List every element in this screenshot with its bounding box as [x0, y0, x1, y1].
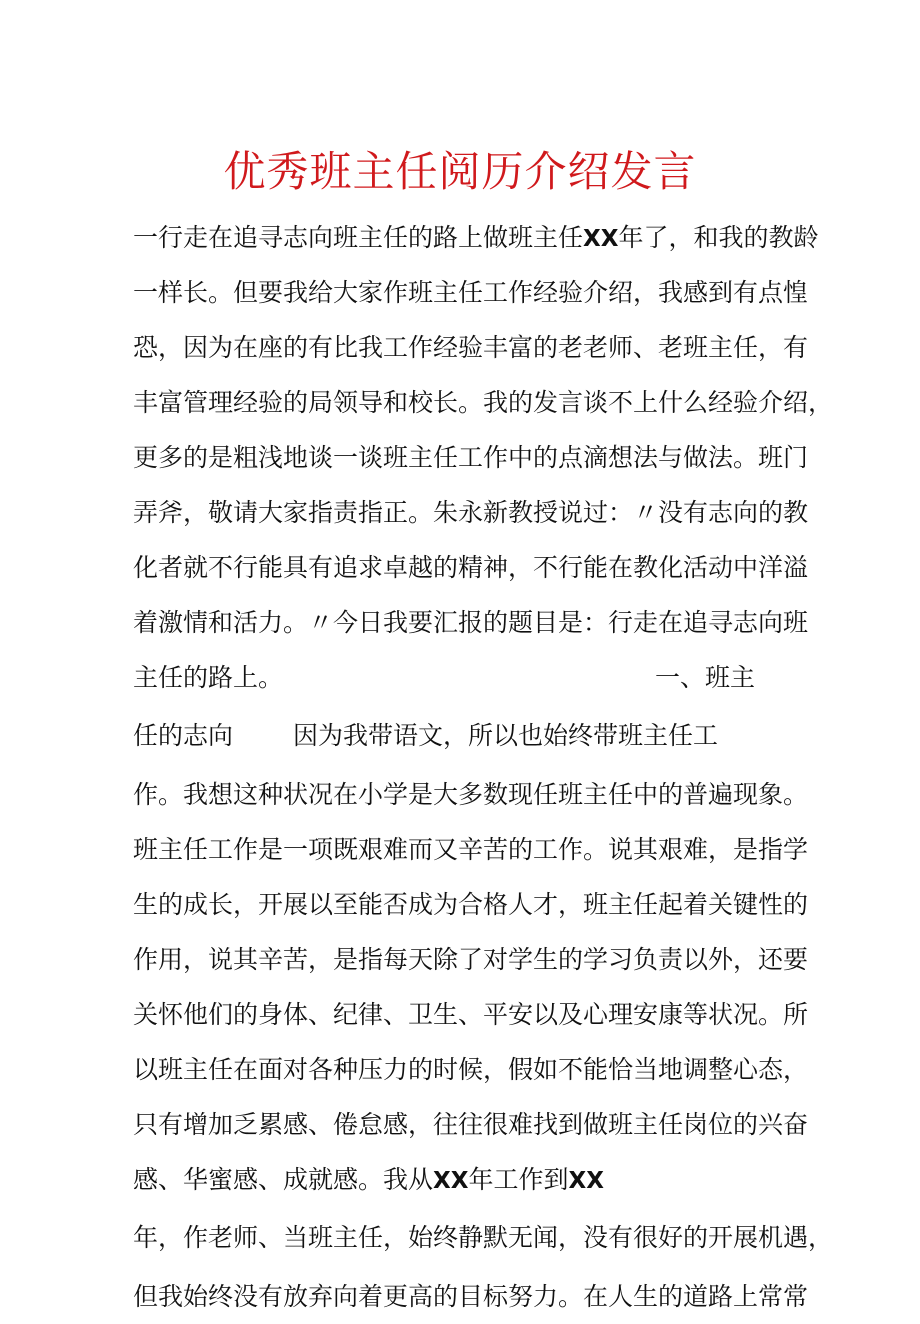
placeholder-xx: XX [433, 1168, 469, 1194]
paragraph-line: 作。我想这种状况在小学是大多数现任班主任中的普遍现象。 [133, 780, 809, 809]
paragraph-line: 但我始终没有放弃向着更高的目标努力。在人生的道路上常常 [133, 1282, 809, 1311]
paragraph-line: 只有增加乏累感、倦怠感，往往很难找到做班主任岗位的兴奋 [133, 1110, 809, 1139]
text-span: 年工作到 [468, 1165, 569, 1194]
paragraph-line [133, 210, 819, 265]
paragraph-line: 关怀他们的身体、纪律、卫生、平安以及心理安康等状况。所 [133, 1000, 809, 1029]
placeholder-xx: XX [568, 1168, 604, 1194]
paragraph-line: 化者就不行能具有追求卓越的精神，不行能在教化活动中洋溢 [133, 553, 809, 582]
text-span: 感、华蜜感、成就感。我从 [133, 1165, 434, 1194]
paragraph-line: 作用，说其辛苦，是指每天除了对学生的学习负责以外，还要 [133, 945, 809, 974]
paragraph-line: 恐，因为在座的有比我工作经验丰富的老老师、老班主任，有 [133, 333, 809, 362]
paragraph-line: 以班主任在面对各种压力的时候，假如不能恰当地调整心态， [133, 1055, 809, 1084]
paragraph-line [133, 1152, 803, 1207]
paragraph-line [133, 650, 803, 705]
placeholder-xx: XX [583, 226, 619, 252]
text-span: 主任的路上。 [133, 663, 284, 692]
paragraph-line [133, 705, 803, 767]
paragraph-line: 年，作老师、当班主任，始终静默无闻，没有很好的开展机遇， [133, 1223, 834, 1252]
paragraph-line: 生的成长，开展以至能否成为合格人才，班主任起着关键性的 [133, 890, 809, 919]
paragraph-line: 班主任工作是一项既艰难而又辛苦的工作。说其艰难，是指学 [133, 835, 809, 864]
document-title: 优秀班主任阅历介绍发言 [223, 147, 697, 196]
text-span: 一行走在追寻志向班主任的路上做班主任 [133, 223, 584, 252]
paragraph-line: 着激情和活力。〃今日我要汇报的题目是：行走在追寻志向班 [133, 608, 809, 637]
paragraph-line: 弄斧，敬请大家指责指正。朱永新教授说过：〃没有志向的教 [133, 498, 809, 527]
section-heading-part: 一、班主 [655, 663, 756, 692]
text-span: 因为我带语文，所以也始终带班主任工 [293, 721, 719, 750]
paragraph-line: 更多的是粗浅地谈一谈班主任工作中的点滴想法与做法。班门 [133, 443, 809, 472]
text-span: 年了，和我的教龄 [618, 223, 819, 252]
document-body [133, 210, 834, 1324]
section-heading-part: 任的志向 [133, 721, 234, 750]
paragraph-line: 丰富管理经验的局领导和校长。我的发言谈不上什么经验介绍， [133, 388, 834, 417]
paragraph-line: 一样长。但要我给大家作班主任工作经验介绍，我感到有点惶 [133, 278, 809, 307]
